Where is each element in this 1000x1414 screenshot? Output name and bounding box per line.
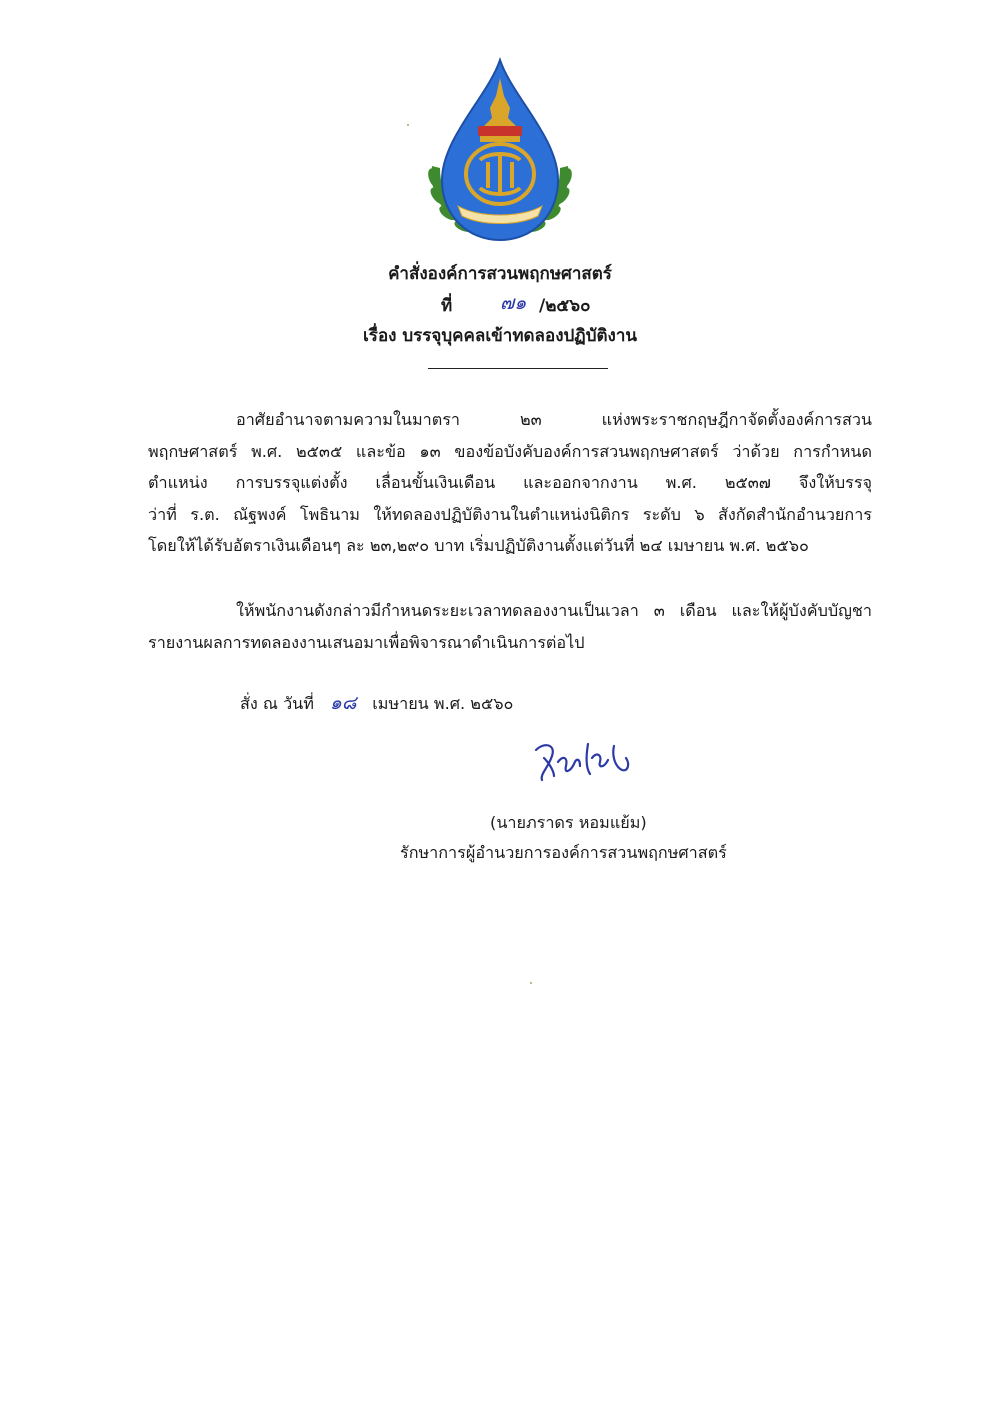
paragraph-line: ว่าที่ ร.ต. ณัฐพงค์ โพธินาม ให้ทดลองปฏิบัติงานในตำแหน่งนิติกร ระดับ ๖ สังกัดสำนักอำนวยการ	[148, 504, 872, 524]
order-number-label: ที่	[441, 296, 453, 316]
date-prefix: สั่ง ณ วันที่	[240, 694, 314, 713]
order-subject: เรื่อง บรรจุบุคคลเข้าทดลองปฏิบัติงาน	[363, 326, 637, 346]
paragraph-line: รายงานผลการทดลองงานเสนอมาเพื่อพิจารณาดำเนินการต่อไป	[148, 632, 585, 652]
order-number-year: /๒๕๖๐	[539, 296, 591, 316]
paragraph-line: อาศัยอำนาจตามความในมาตรา ๒๓ แห่งพระราชกฤษฎีกาจัดตั้งองค์การสวน	[236, 410, 872, 429]
paragraph-line: โดยให้ได้รับอัตราเงินเดือนๆ ละ ๒๓,๒๙๐ บาท เริ่มปฏิบัติงานตั้งแต่วันที่ ๒๔ เมษายน พ.ศ. ๒๕๖๐	[148, 536, 809, 555]
header-divider	[428, 368, 608, 369]
date-month-year: เมษายน พ.ศ. ๒๕๖๐	[372, 694, 514, 713]
handwritten-signature	[530, 736, 640, 784]
order-date	[240, 688, 513, 718]
paragraph-probation	[148, 595, 872, 658]
date-day-handwritten: ๑๘	[329, 692, 357, 714]
paragraph-line: พฤกษศาสตร์ พ.ศ. ๒๕๓๕ และข้อ ๑๓ ของข้อบังคับองค์การสวนพฤกษศาสตร์ ว่าด้วย การกำหนด	[148, 441, 872, 461]
scan-speck	[530, 982, 532, 984]
order-number-handwritten: ๗๑	[500, 292, 527, 314]
paragraph-line: ให้พนักงานดังกล่าวมีกำหนดระยะเวลาทดลองงานเป็นเวลา ๓ เดือน และให้ผู้บังคับบัญชา	[236, 601, 872, 620]
paragraph-appointment	[148, 404, 872, 562]
order-title: คำสั่งองค์การสวนพฤกษศาสตร์	[388, 264, 612, 284]
signer-name: (นายภราดร หอมแย้ม)	[490, 813, 647, 832]
organization-logo-emblem	[418, 56, 582, 248]
signer-title: รักษาการผู้อำนวยการองค์การสวนพฤกษศาสตร์	[400, 843, 727, 862]
paragraph-line: ตำแหน่ง การบรรจุแต่งตั้ง เลื่อนขั้นเงินเดือน และออกจากงาน พ.ศ. ๒๕๓๗ จึงให้บรรจุ	[148, 473, 872, 492]
scan-speck	[407, 124, 409, 126]
